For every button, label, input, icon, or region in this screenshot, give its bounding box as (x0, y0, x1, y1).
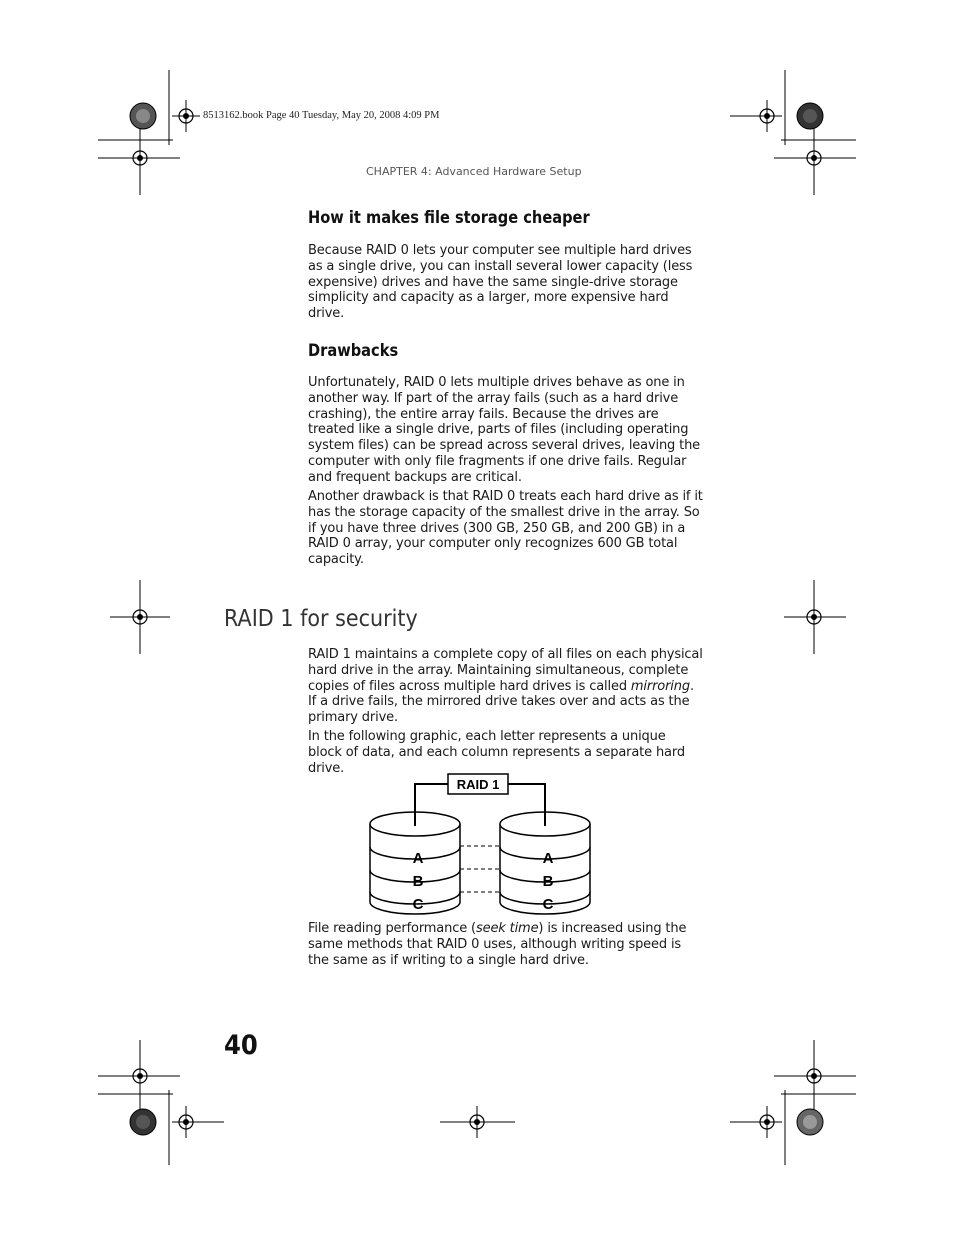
right-block-a: A (542, 850, 554, 867)
raid1-intro-text: RAID 1 maintains a complete copy of all files on each physical hard drive in the array. Maintaining simultaneous, complete copies of files across multiple hard drives is called (308, 647, 703, 694)
mirroring-term: mirroring (630, 678, 690, 694)
left-block-c: C (412, 896, 424, 913)
page-number: 40 (224, 1030, 258, 1061)
seek-time-text-end: ) is increased using the same methods that RAID 0 uses, although writing speed is the same as if writing to a single hard drive. (308, 921, 687, 968)
right-block-c: C (542, 896, 554, 913)
seek-time-text: File reading performance ( (308, 921, 476, 936)
heading-raid1-security: RAID 1 for security (224, 606, 418, 632)
paragraph-graphic-explanation: In the following graphic, each letter represents a unique block of data, and each column represents a separate hard drive. (308, 729, 685, 776)
raid1-diagram (360, 772, 600, 920)
paragraph-file-storage: Because RAID 0 lets your computer see multiple hard drives as a single drive, you can install several lower capacity (less expensive) drives and have the same single-drive storage simplicity and capacity as a larger, more expensive hard drive. (308, 243, 693, 322)
heading-file-storage-cheaper: How it makes file storage cheaper (308, 208, 590, 228)
heading-drawbacks: Drawbacks (308, 341, 399, 361)
running-head: CHAPTER 4: Advanced Hardware Setup (366, 165, 582, 178)
printer-slug-line: 8513162.book Page 40 Tuesday, May 20, 2008 4:09 PM (203, 110, 440, 121)
paragraph-raid1-intro (308, 647, 703, 726)
mirror-links (460, 846, 500, 892)
seek-time-term: seek time (475, 921, 539, 936)
left-block-b: B (412, 873, 424, 890)
paragraph-drawbacks-2: Another drawback is that RAID 0 treats each hard drive as if it has the storage capacity of the smallest drive in the array. So if you have three drives (300 GB, 250 GB, and 200 GB) in a RAID 0 array, your computer only recognizes 600 GB total capacity. (308, 489, 703, 568)
right-block-b: B (542, 873, 554, 890)
raid-label: RAID 1 (456, 777, 500, 792)
raid1-intro-text-end: . If a drive fails, the mirrored drive takes over and acts as the primary drive. (308, 678, 694, 726)
paragraph-drawbacks-1: Unfortunately, RAID 0 lets multiple drives behave as one in another way. If part of the array fails (such as a hard drive crashing), the entire array fails. Because the drives are treated like a single drive, parts of files (including operating system files) can be spread across several drives, leaving the computer with only file fragments if one drive fails. Regular and frequent backups are critical. (308, 375, 701, 485)
paragraph-seek-time (308, 921, 703, 968)
left-block-a: A (412, 850, 424, 867)
